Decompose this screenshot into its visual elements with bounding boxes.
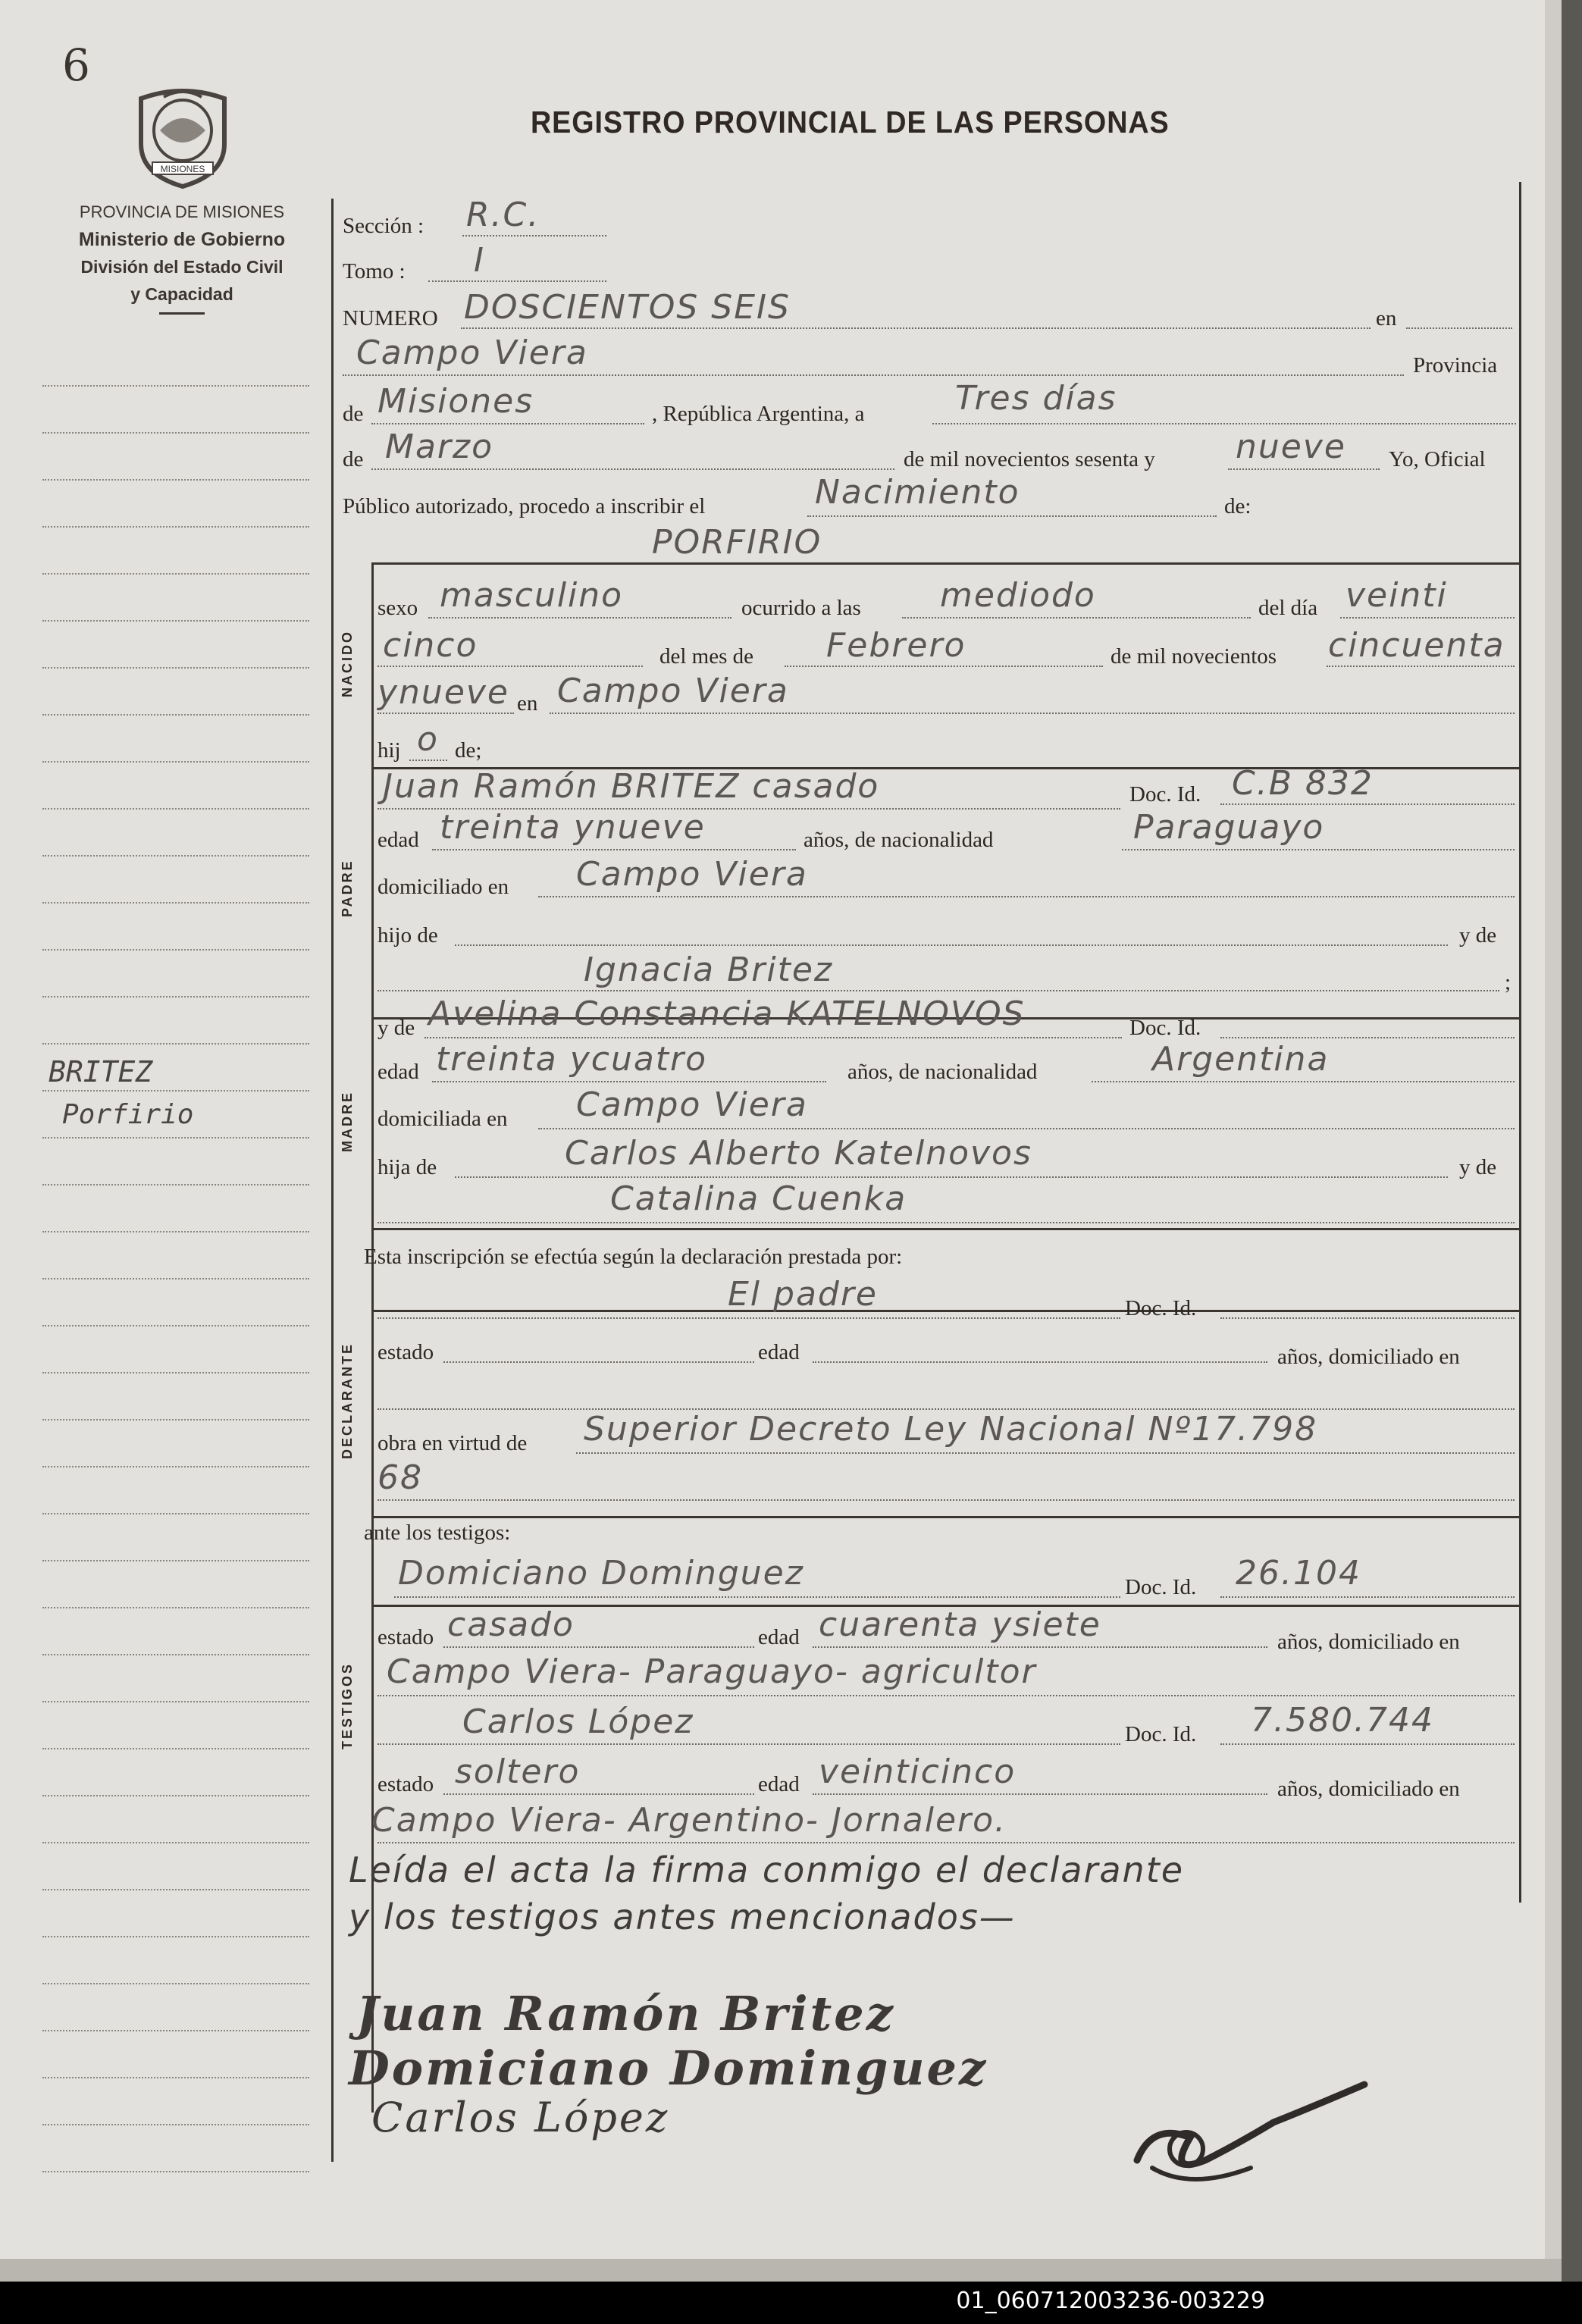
left-frame-line: [331, 199, 334, 2162]
value-testigo2-edad: veinticinco: [819, 1752, 1017, 1791]
field-line: [443, 1361, 754, 1363]
section-declarante: DECLARANTE: [340, 1342, 355, 1459]
field-line: [1327, 666, 1515, 667]
field-line: [1340, 617, 1515, 619]
label-y-de: y de: [1459, 1155, 1497, 1179]
label-provincia: Provincia: [1413, 353, 1498, 377]
value-provincia: Misiones: [377, 382, 534, 421]
label-mil-sesenta: de mil novecientos sesenta y: [904, 447, 1155, 471]
value-madre-padre: Carlos Alberto Katelnovos: [565, 1134, 1032, 1173]
office-line-1: PROVINCIA DE MISIONES: [79, 202, 285, 221]
field-line: [807, 515, 1217, 517]
value-testigo2-doc: 7.580.744: [1251, 1701, 1434, 1740]
label-y-de: y de: [1459, 923, 1497, 947]
page-edge: [1545, 0, 1562, 2282]
province-seal-icon: [133, 83, 232, 189]
label-anos-domiciliado: años, domiciliado en: [1277, 1630, 1460, 1654]
field-line: [377, 666, 643, 667]
value-madre-nac: Argentina: [1152, 1040, 1330, 1079]
value-testigo1-estado: casado: [447, 1605, 575, 1644]
value-testigo1-edad: cuarenta ysiete: [819, 1605, 1101, 1644]
issuing-office: [30, 199, 334, 315]
label-domiciliado: domiciliado en: [377, 875, 509, 899]
closing-line-1: Leída el acta la firma conmigo el declarante: [349, 1849, 1185, 1890]
label-hijo-de: hijo de: [377, 923, 438, 947]
label-doc-id: Doc. Id.: [1125, 1575, 1197, 1599]
field-line: [443, 1793, 754, 1795]
document-title: REGISTRO PROVINCIAL DE LAS PERSONAS: [531, 105, 1170, 139]
label-edad: edad: [758, 1772, 800, 1796]
page-bottom-edge: [0, 2259, 1562, 2282]
closing-line-2: y los testigos antes mencionados—: [349, 1896, 1016, 1937]
label-de-mes: de: [343, 447, 364, 471]
field-line: [813, 1646, 1267, 1648]
label-semicolon: ;: [1505, 970, 1512, 994]
field-line: [371, 423, 644, 424]
value-nombre: PORFIRIO: [652, 523, 822, 562]
field-line: [462, 235, 606, 236]
field-line: [377, 990, 1499, 991]
value-padre-doc: C.B 832: [1232, 764, 1374, 803]
value-anio-nac-1: cincuenta: [1328, 626, 1505, 665]
label-de-colon: de:: [1224, 494, 1252, 518]
label-ante-testigos: ante los testigos:: [364, 1521, 511, 1545]
label-edad: edad: [758, 1340, 800, 1364]
margin-note-surname: BRITEZ: [49, 1055, 153, 1088]
value-obra-2: 68: [377, 1458, 423, 1497]
official-signature-icon: [1122, 2077, 1380, 2191]
value-madre-dom: Campo Viera: [576, 1085, 808, 1124]
value-hora: mediodo: [940, 576, 1096, 615]
value-mes: Marzo: [385, 428, 494, 466]
value-padre-dom: Campo Viera: [576, 855, 808, 894]
office-divider: [159, 312, 205, 315]
value-testigo2-dom: Campo Viera- Argentino- Jornalero.: [371, 1801, 1007, 1840]
value-dia-nac-1: veinti: [1345, 576, 1448, 615]
label-del-mes: del mes de: [659, 644, 754, 669]
label-doc-id: Doc. Id.: [1129, 1016, 1201, 1040]
label-doc-id: Doc. Id.: [1125, 1296, 1197, 1320]
label-doc-id: Doc. Id.: [1125, 1722, 1197, 1746]
field-line: [1228, 468, 1380, 470]
label-anos-nacionalidad: años, de nacionalidad: [804, 828, 994, 852]
label-doc-id: Doc. Id.: [1129, 782, 1201, 807]
field-line: [409, 760, 447, 761]
field-line: [1122, 849, 1515, 850]
label-numero: NUMERO: [343, 306, 438, 330]
value-hijo-o: o: [417, 720, 439, 759]
field-line: [432, 849, 796, 850]
value-dia: Tres días: [955, 379, 1117, 418]
field-line: [424, 1037, 1122, 1038]
value-testigo1-doc: 26.104: [1236, 1554, 1361, 1593]
value-tomo: I: [474, 241, 485, 280]
field-line: [1220, 1317, 1515, 1319]
field-line: [343, 374, 1404, 376]
field-line: [538, 896, 1515, 897]
value-mes-nac: Febrero: [826, 626, 966, 665]
field-line: [428, 617, 731, 619]
field-line: [377, 1317, 1120, 1319]
label-yo-oficial: Yo, Oficial: [1389, 447, 1486, 471]
margin-ruled-lines: [42, 340, 309, 2172]
field-line: [1220, 1596, 1515, 1598]
field-line: [1220, 1037, 1515, 1038]
label-anos-nacionalidad: años, de nacionalidad: [847, 1060, 1038, 1084]
label-edad: edad: [758, 1625, 800, 1649]
value-testigo2-estado: soltero: [455, 1752, 581, 1791]
field-line: [813, 1793, 1267, 1795]
page-edge-shadow: [1562, 0, 1582, 2282]
field-line: [1092, 1081, 1515, 1082]
label-estado: estado: [377, 1625, 434, 1649]
field-line: [902, 617, 1251, 619]
section-nacido: NACIDO: [340, 630, 355, 697]
field-line: [377, 1499, 1515, 1501]
value-acto: Nacimiento: [815, 473, 1020, 512]
field-line: [455, 1176, 1448, 1178]
label-ocurrido: ocurrido a las: [741, 596, 861, 620]
label-edad: edad: [377, 828, 419, 852]
section-rule: [371, 1310, 1519, 1312]
section-testigos: TESTIGOS: [340, 1662, 355, 1749]
signature-declarante: Juan Ramón Britez: [356, 1986, 895, 2041]
value-numero: DOSCIENTOS SEIS: [464, 288, 791, 327]
seal-text: MISIONES: [160, 164, 205, 174]
value-testigo1: Domiciano Dominguez: [398, 1554, 804, 1593]
field-line: [443, 1646, 754, 1648]
label-obra: obra en virtud de: [377, 1431, 528, 1455]
label-estado: estado: [377, 1772, 434, 1796]
section-rule: [371, 1516, 1519, 1518]
label-de-mil: de mil novecientos: [1111, 644, 1277, 669]
label-anos-domiciliado: años, domiciliado en: [1277, 1777, 1460, 1801]
value-padre-nombre: Juan Ramón BRITEZ casado: [383, 767, 880, 806]
field-line: [461, 327, 1371, 329]
label-inscripcion: Esta inscripción se efectúa según la declaración prestada por:: [364, 1245, 903, 1269]
value-lugar-nac: Campo Viera: [557, 672, 789, 710]
section-padre: PADRE: [340, 859, 355, 917]
field-line: [432, 1081, 826, 1082]
value-madre-madre: Catalina Cuenka: [610, 1179, 907, 1218]
label-seccion: Sección :: [343, 214, 424, 238]
field-line: [377, 1222, 1515, 1223]
value-madre-edad: treinta ycuatro: [436, 1040, 708, 1079]
value-obra-1: Superior Decreto Ley Nacional Nº17.798: [584, 1410, 1318, 1449]
field-line: [1220, 1743, 1515, 1745]
value-testigo2: Carlos López: [462, 1702, 694, 1741]
field-line: [377, 1842, 1515, 1843]
value-madre-nombre: Avelina Constancia KATELNOVOS: [428, 994, 1026, 1033]
label-estado: estado: [377, 1340, 434, 1364]
value-dia-nac-2: cinco: [383, 626, 478, 665]
label-de-semicolon: de;: [455, 738, 482, 763]
value-seccion: R.C.: [466, 196, 540, 234]
label-publico: Público autorizado, procedo a inscribir el: [343, 494, 706, 518]
label-edad: edad: [377, 1060, 419, 1084]
value-sexo: masculino: [440, 576, 624, 615]
value-anio-nac-2: ynueve: [377, 673, 509, 712]
field-line: [785, 666, 1103, 667]
right-frame-line: [1519, 182, 1521, 1903]
field-line: [550, 713, 1515, 714]
signature-testigo1: Domiciano Dominguez: [349, 2041, 988, 2096]
office-line-3: División del Estado Civil: [80, 257, 284, 277]
field-line: [1220, 803, 1515, 805]
field-line: [377, 1695, 1515, 1696]
field-line: [377, 1743, 1120, 1745]
value-padre-padres: Ignacia Britez: [584, 951, 834, 989]
label-en-lugar: en: [517, 691, 538, 716]
field-line: [1406, 327, 1512, 329]
office-line-2: Ministerio de Gobierno: [78, 229, 286, 250]
label-del-dia: del día: [1258, 596, 1318, 620]
value-lugar: Campo Viera: [356, 334, 588, 372]
footer-filename: 01_060712003236-003229: [956, 2288, 1265, 2314]
value-anio: nueve: [1236, 428, 1346, 466]
label-tomo: Tomo :: [343, 259, 406, 283]
section-rule: [371, 562, 1519, 565]
margin-note-name: Porfirio: [62, 1099, 194, 1130]
signature-testigo2: Carlos López: [371, 2094, 670, 2141]
label-y-de-madre: y de: [377, 1016, 415, 1040]
field-line: [428, 280, 606, 282]
field-line: [394, 1596, 1120, 1598]
footer-bar: [0, 2282, 1582, 2324]
value-testigo1-dom: Campo Viera- Paraguayo- agricultor: [387, 1652, 1037, 1691]
value-padre-nac: Paraguayo: [1133, 808, 1325, 847]
field-line: [377, 713, 514, 714]
field-line: [813, 1361, 1267, 1363]
field-line: [371, 468, 894, 470]
field-line: [538, 1128, 1515, 1129]
label-sexo: sexo: [377, 596, 418, 620]
section-rule: [371, 1228, 1519, 1230]
section-madre: MADRE: [340, 1091, 355, 1152]
label-anos-domiciliado: años, domiciliado en: [1277, 1345, 1460, 1369]
label-hij: hij: [377, 738, 401, 763]
label-de: de: [343, 402, 364, 426]
field-line: [932, 423, 1516, 424]
value-padre-edad: treinta ynueve: [440, 808, 706, 847]
page-number: 6: [62, 39, 90, 91]
label-en: en: [1376, 306, 1397, 330]
label-republica: , República Argentina, a: [652, 402, 865, 426]
label-domiciliada: domiciliada en: [377, 1107, 508, 1131]
value-declarante: El padre: [728, 1275, 878, 1314]
office-line-4: y Capacidad: [130, 284, 233, 304]
field-line: [455, 944, 1448, 946]
field-line: [576, 1452, 1515, 1454]
label-hija-de: hija de: [377, 1155, 437, 1179]
